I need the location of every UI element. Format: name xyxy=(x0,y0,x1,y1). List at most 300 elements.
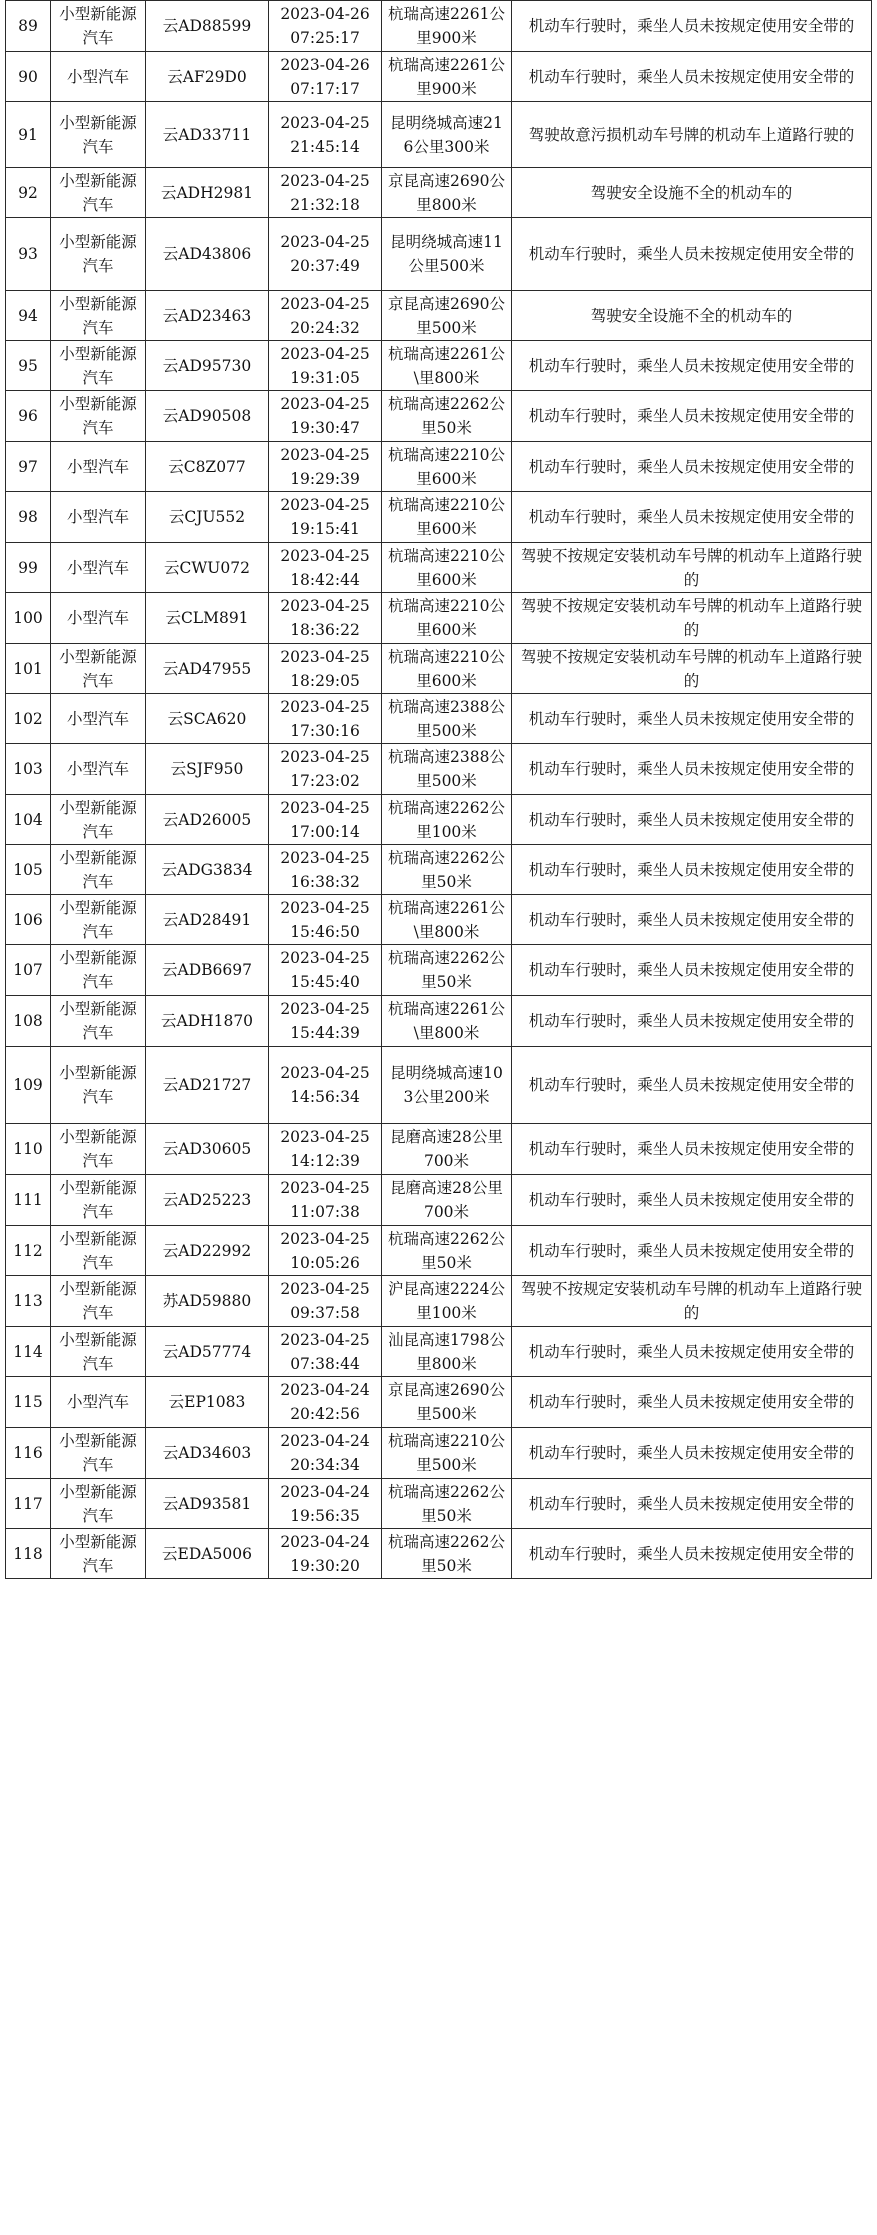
violation-time-cell xyxy=(269,845,382,895)
plate-number-text: 云CWU072 xyxy=(164,558,250,577)
row-number-cell xyxy=(6,694,51,744)
violation-time-text: 2023-04-25 14:12:39 xyxy=(280,1128,370,1170)
plate-number-cell xyxy=(146,1124,269,1175)
table-row xyxy=(6,102,872,168)
vehicle-type-text: 小型汽车 xyxy=(66,709,129,728)
plate-number-cell xyxy=(146,391,269,442)
row-number-text: 105 xyxy=(13,860,43,879)
violation-time-text: 2023-04-26 07:25:17 xyxy=(280,5,370,47)
violation-location-text: 京昆高速2690公里800米 xyxy=(388,171,505,214)
plate-number-cell xyxy=(146,1529,269,1579)
row-number-text: 115 xyxy=(13,1393,43,1411)
violation-description-cell xyxy=(512,543,872,593)
plate-number-cell xyxy=(146,744,269,795)
violation-time-cell xyxy=(269,593,382,644)
violation-location-cell xyxy=(382,895,512,945)
violation-time-text: 2023-04-25 14:56:34 xyxy=(280,1064,370,1106)
violation-time-text: 2023-04-25 19:30:47 xyxy=(280,395,370,437)
violation-location-text: 杭瑞高速2210公里600米 xyxy=(388,546,505,589)
vehicle-type-text: 小型新能源汽车 xyxy=(59,171,137,214)
plate-number-text: 云AD26005 xyxy=(162,810,252,829)
plate-number-text: 云AD23463 xyxy=(162,306,252,325)
row-number-text: 117 xyxy=(13,1494,43,1513)
violation-time-cell xyxy=(269,694,382,744)
plate-number-cell xyxy=(146,1047,269,1124)
violation-description-cell xyxy=(512,744,872,795)
violation-location-text: 杭瑞高速2262公里50米 xyxy=(388,1482,505,1525)
violation-location-text: 京昆高速2690公里500米 xyxy=(388,294,505,337)
plate-number-cell xyxy=(146,218,269,291)
vehicle-type-text: 小型新能源汽车 xyxy=(59,1179,137,1221)
violation-location-cell xyxy=(382,1047,512,1124)
plate-number-cell xyxy=(146,341,269,391)
plate-number-cell xyxy=(146,1377,269,1428)
violation-description-cell xyxy=(512,102,872,168)
table-row xyxy=(6,996,872,1047)
violation-description-text: 机动车行驶时，乘坐人员未按规定使用安全带的 xyxy=(528,1140,855,1158)
vehicle-type-cell xyxy=(51,1124,146,1175)
violation-description-text: 驾驶不按规定安装机动车号牌的机动车上道路行驶的 xyxy=(520,647,862,690)
violation-location-text: 昆明绕城高速11公里500米 xyxy=(390,233,503,275)
vehicle-type-cell xyxy=(51,1047,146,1124)
violation-description-cell xyxy=(512,52,872,102)
violation-time-cell xyxy=(269,218,382,291)
violation-time-cell xyxy=(269,1428,382,1479)
violation-description-cell xyxy=(512,1226,872,1276)
violation-description-text: 机动车行驶时，乘坐人员未按规定使用安全带的 xyxy=(528,1393,855,1411)
violation-time-cell xyxy=(269,1377,382,1428)
plate-number-cell xyxy=(146,543,269,593)
violation-description-text: 机动车行驶时，乘坐人员未按规定使用安全带的 xyxy=(528,407,855,425)
violation-location-text: 杭瑞高速2261公\里800米 xyxy=(388,898,505,941)
plate-number-text: 云SCA620 xyxy=(167,709,247,728)
table-row xyxy=(6,168,872,218)
violation-location-text: 杭瑞高速2261公\里800米 xyxy=(388,344,505,387)
plate-number-text: 云C8Z077 xyxy=(168,457,246,476)
vehicle-type-text: 小型新能源汽车 xyxy=(59,113,137,156)
violation-location-cell xyxy=(382,543,512,593)
violation-time-cell xyxy=(269,1276,382,1327)
row-number-cell xyxy=(6,543,51,593)
violation-location-cell xyxy=(382,1377,512,1428)
table-row xyxy=(6,1529,872,1579)
violation-description-text: 机动车行驶时，乘坐人员未按规定使用安全带的 xyxy=(528,17,855,35)
row-number-cell xyxy=(6,1226,51,1276)
violation-description-cell xyxy=(512,895,872,945)
row-number-text: 107 xyxy=(13,961,43,979)
violation-time-text: 2023-04-25 20:24:32 xyxy=(280,294,370,337)
violation-time-text: 2023-04-25 15:46:50 xyxy=(280,898,370,941)
violation-time-text: 2023-04-24 19:56:35 xyxy=(280,1482,370,1525)
vehicle-type-text: 小型新能源汽车 xyxy=(59,1064,137,1106)
row-number-cell xyxy=(6,1428,51,1479)
violation-time-text: 2023-04-24 20:42:56 xyxy=(280,1381,370,1423)
vehicle-type-text: 小型汽车 xyxy=(66,67,129,86)
row-number-cell xyxy=(6,1124,51,1175)
vehicle-type-cell xyxy=(51,694,146,744)
vehicle-type-cell xyxy=(51,996,146,1047)
table-row xyxy=(6,218,872,291)
violation-location-text: 杭瑞高速2261公里900米 xyxy=(388,55,505,98)
violation-description-text: 驾驶不按规定安装机动车号牌的机动车上道路行驶的 xyxy=(520,1280,862,1322)
table-row xyxy=(6,341,872,391)
violation-location-cell xyxy=(382,1529,512,1579)
row-number-cell xyxy=(6,341,51,391)
plate-number-cell xyxy=(146,442,269,492)
violation-description-cell xyxy=(512,1327,872,1377)
vehicle-type-cell xyxy=(51,1327,146,1377)
plate-number-cell xyxy=(146,1428,269,1479)
violation-location-text: 昆明绕城高速216公里300米 xyxy=(390,113,503,156)
vehicle-type-cell xyxy=(51,391,146,442)
violation-time-cell xyxy=(269,291,382,341)
violation-time-text: 2023-04-25 17:30:16 xyxy=(280,697,370,740)
violation-description-cell xyxy=(512,1,872,52)
violation-time-text: 2023-04-25 09:37:58 xyxy=(280,1280,370,1322)
row-number-text: 95 xyxy=(18,356,38,375)
violation-location-text: 杭瑞高速2262公里50米 xyxy=(388,848,505,891)
plate-number-cell xyxy=(146,795,269,845)
plate-number-text: 云AD33711 xyxy=(162,125,252,144)
table-row xyxy=(6,1377,872,1428)
vehicle-type-cell xyxy=(51,291,146,341)
plate-number-text: 云AD30605 xyxy=(162,1140,252,1158)
violation-description-cell xyxy=(512,391,872,442)
table-row xyxy=(6,1124,872,1175)
vehicle-type-cell xyxy=(51,341,146,391)
violation-description-cell xyxy=(512,996,872,1047)
violation-description-text: 机动车行驶时，乘坐人员未按规定使用安全带的 xyxy=(528,508,855,526)
violation-time-text: 2023-04-25 18:42:44 xyxy=(280,546,370,589)
violation-time-text: 2023-04-25 16:38:32 xyxy=(280,848,370,891)
violation-description-cell xyxy=(512,1377,872,1428)
violation-time-cell xyxy=(269,492,382,543)
row-number-cell xyxy=(6,1175,51,1226)
violation-time-cell xyxy=(269,744,382,795)
violation-location-cell xyxy=(382,218,512,291)
violation-time-text: 2023-04-25 10:05:26 xyxy=(280,1229,370,1272)
row-number-text: 118 xyxy=(13,1544,43,1563)
table-row xyxy=(6,492,872,543)
violation-description-text: 机动车行驶时，乘坐人员未按规定使用安全带的 xyxy=(528,961,855,979)
violation-time-text: 2023-04-25 19:31:05 xyxy=(280,344,370,387)
row-number-text: 90 xyxy=(18,67,38,86)
violation-location-cell xyxy=(382,1226,512,1276)
plate-number-cell xyxy=(146,1276,269,1327)
table-row xyxy=(6,694,872,744)
violation-description-text: 机动车行驶时，乘坐人员未按规定使用安全带的 xyxy=(528,1494,855,1513)
violation-time-cell xyxy=(269,1327,382,1377)
violation-time-text: 2023-04-25 18:29:05 xyxy=(280,647,370,690)
violation-description-text: 机动车行驶时，乘坐人员未按规定使用安全带的 xyxy=(528,457,855,476)
row-number-text: 101 xyxy=(13,659,43,678)
violation-description-text: 驾驶不按规定安装机动车号牌的机动车上道路行驶的 xyxy=(520,546,862,589)
violation-location-cell xyxy=(382,945,512,996)
violation-description-cell xyxy=(512,945,872,996)
violation-time-cell xyxy=(269,1175,382,1226)
violation-location-text: 杭瑞高速2262公里50米 xyxy=(388,1532,505,1575)
violation-location-cell xyxy=(382,593,512,644)
violation-location-cell xyxy=(382,291,512,341)
row-number-cell xyxy=(6,795,51,845)
violation-description-cell xyxy=(512,341,872,391)
violation-description-cell xyxy=(512,1124,872,1175)
vehicle-type-cell xyxy=(51,543,146,593)
vehicle-type-cell xyxy=(51,102,146,168)
violation-location-cell xyxy=(382,52,512,102)
vehicle-type-cell xyxy=(51,1276,146,1327)
row-number-text: 106 xyxy=(13,910,43,929)
violation-description-text: 驾驶不按规定安装机动车号牌的机动车上道路行驶的 xyxy=(520,597,862,639)
violation-location-text: 杭瑞高速2262公里50米 xyxy=(388,949,505,991)
violation-description-cell xyxy=(512,1529,872,1579)
vehicle-type-text: 小型新能源汽车 xyxy=(59,1432,137,1474)
row-number-cell xyxy=(6,644,51,694)
row-number-text: 108 xyxy=(13,1012,43,1030)
violation-description-text: 机动车行驶时，乘坐人员未按规定使用安全带的 xyxy=(528,1444,855,1462)
row-number-text: 104 xyxy=(13,810,43,829)
row-number-text: 100 xyxy=(13,609,43,627)
plate-number-text: 云EDA5006 xyxy=(162,1544,252,1563)
row-number-cell xyxy=(6,291,51,341)
plate-number-cell xyxy=(146,168,269,218)
table-row xyxy=(6,1428,872,1479)
table-row xyxy=(6,593,872,644)
table-row xyxy=(6,895,872,945)
vehicle-type-cell xyxy=(51,1529,146,1579)
violation-location-cell xyxy=(382,1428,512,1479)
table-row xyxy=(6,795,872,845)
vehicle-type-cell xyxy=(51,1226,146,1276)
violation-location-text: 杭瑞高速2210公里600米 xyxy=(388,597,505,639)
table-row xyxy=(6,945,872,996)
violation-time-cell xyxy=(269,895,382,945)
plate-number-cell xyxy=(146,492,269,543)
violation-location-text: 汕昆高速1798公里800米 xyxy=(388,1330,505,1373)
row-number-cell xyxy=(6,945,51,996)
violation-time-text: 2023-04-25 11:07:38 xyxy=(280,1179,370,1221)
violation-description-cell xyxy=(512,1479,872,1529)
violation-location-cell xyxy=(382,744,512,795)
plate-number-text: 云AD34603 xyxy=(162,1444,252,1462)
vehicle-type-cell xyxy=(51,1,146,52)
table-row xyxy=(6,1226,872,1276)
violation-time-cell xyxy=(269,341,382,391)
violation-location-cell xyxy=(382,391,512,442)
row-number-text: 91 xyxy=(18,125,38,144)
row-number-cell xyxy=(6,102,51,168)
violation-location-text: 杭瑞高速2210公里600米 xyxy=(388,647,505,690)
row-number-cell xyxy=(6,1,51,52)
violation-description-cell xyxy=(512,442,872,492)
violation-description-cell xyxy=(512,593,872,644)
vehicle-type-text: 小型汽车 xyxy=(66,558,129,577)
table-row xyxy=(6,442,872,492)
row-number-text: 116 xyxy=(13,1444,43,1462)
violation-location-cell xyxy=(382,1479,512,1529)
vehicle-type-cell xyxy=(51,744,146,795)
row-number-cell xyxy=(6,895,51,945)
row-number-text: 102 xyxy=(13,709,43,728)
vehicle-type-text: 小型新能源汽车 xyxy=(59,395,137,437)
violation-description-cell xyxy=(512,1047,872,1124)
row-number-cell xyxy=(6,1047,51,1124)
violation-location-text: 杭瑞高速2210公里600米 xyxy=(388,496,505,538)
violation-time-text: 2023-04-25 17:23:02 xyxy=(280,748,370,790)
vehicle-type-text: 小型新能源汽车 xyxy=(59,344,137,387)
vehicle-type-text: 小型汽车 xyxy=(66,609,129,627)
violation-time-cell xyxy=(269,442,382,492)
vehicle-type-text: 小型新能源汽车 xyxy=(59,1330,137,1373)
plate-number-cell xyxy=(146,644,269,694)
plate-number-text: 云AD22992 xyxy=(162,1241,252,1260)
violation-records-table xyxy=(5,0,872,1579)
row-number-text: 109 xyxy=(13,1076,43,1094)
vehicle-type-text: 小型新能源汽车 xyxy=(59,848,137,891)
violation-location-text: 杭瑞高速2388公里500米 xyxy=(388,697,505,740)
violation-time-text: 2023-04-25 07:38:44 xyxy=(280,1330,370,1373)
row-number-text: 98 xyxy=(18,508,38,526)
table-row xyxy=(6,391,872,442)
vehicle-type-text: 小型新能源汽车 xyxy=(59,647,137,690)
row-number-cell xyxy=(6,391,51,442)
violation-description-text: 机动车行驶时，乘坐人员未按规定使用安全带的 xyxy=(528,810,855,829)
row-number-cell xyxy=(6,52,51,102)
violation-description-cell xyxy=(512,168,872,218)
row-number-cell xyxy=(6,845,51,895)
plate-number-cell xyxy=(146,845,269,895)
violation-time-text: 2023-04-25 15:44:39 xyxy=(280,1000,370,1042)
violation-time-cell xyxy=(269,996,382,1047)
plate-number-text: 云ADH1870 xyxy=(160,1012,254,1030)
vehicle-type-cell xyxy=(51,1479,146,1529)
plate-number-text: 云AD57774 xyxy=(162,1342,252,1361)
violation-time-cell xyxy=(269,1124,382,1175)
violation-time-cell xyxy=(269,644,382,694)
violation-time-text: 2023-04-25 21:45:14 xyxy=(280,113,370,156)
violation-description-text: 机动车行驶时，乘坐人员未按规定使用安全带的 xyxy=(528,760,855,778)
vehicle-type-text: 小型新能源汽车 xyxy=(59,1229,137,1272)
violation-location-cell xyxy=(382,1276,512,1327)
vehicle-type-text: 小型新能源汽车 xyxy=(59,949,137,991)
violation-time-cell xyxy=(269,102,382,168)
plate-number-text: 云SJF950 xyxy=(170,760,244,778)
table-row xyxy=(6,543,872,593)
vehicle-type-text: 小型汽车 xyxy=(66,760,129,778)
plate-number-cell xyxy=(146,291,269,341)
row-number-cell xyxy=(6,593,51,644)
violation-time-cell xyxy=(269,168,382,218)
violation-time-cell xyxy=(269,391,382,442)
row-number-text: 114 xyxy=(13,1342,43,1361)
vehicle-type-text: 小型新能源汽车 xyxy=(59,294,137,337)
violation-location-text: 杭瑞高速2210公里500米 xyxy=(388,1432,505,1474)
violation-location-text: 沪昆高速2224公里100米 xyxy=(388,1280,505,1322)
violation-description-text: 机动车行驶时，乘坐人员未按规定使用安全带的 xyxy=(528,1191,855,1209)
violation-time-cell xyxy=(269,1479,382,1529)
violation-description-cell xyxy=(512,291,872,341)
vehicle-type-text: 小型新能源汽车 xyxy=(59,5,137,47)
vehicle-type-text: 小型汽车 xyxy=(66,1393,129,1411)
plate-number-cell xyxy=(146,996,269,1047)
violation-time-text: 2023-04-24 20:34:34 xyxy=(280,1432,370,1474)
violation-time-text: 2023-04-25 21:32:18 xyxy=(280,171,370,214)
violation-description-text: 机动车行驶时，乘坐人员未按规定使用安全带的 xyxy=(528,1241,855,1260)
plate-number-cell xyxy=(146,1175,269,1226)
vehicle-type-cell xyxy=(51,945,146,996)
violation-location-cell xyxy=(382,1124,512,1175)
plate-number-text: 云AD88599 xyxy=(162,17,252,35)
row-number-cell xyxy=(6,218,51,291)
plate-number-text: 云CJU552 xyxy=(168,508,246,526)
plate-number-cell xyxy=(146,593,269,644)
vehicle-type-cell xyxy=(51,593,146,644)
violation-location-cell xyxy=(382,644,512,694)
plate-number-text: 云AD21727 xyxy=(162,1076,252,1094)
row-number-text: 93 xyxy=(18,245,38,263)
violation-time-cell xyxy=(269,1047,382,1124)
violation-description-cell xyxy=(512,1175,872,1226)
violation-description-text: 机动车行驶时，乘坐人员未按规定使用安全带的 xyxy=(528,1342,855,1361)
row-number-text: 110 xyxy=(13,1140,43,1158)
plate-number-cell xyxy=(146,1327,269,1377)
plate-number-text: 云AD90508 xyxy=(162,407,252,425)
vehicle-type-cell xyxy=(51,1428,146,1479)
violation-description-text: 驾驶安全设施不全的机动车的 xyxy=(590,306,793,325)
vehicle-type-cell xyxy=(51,492,146,543)
vehicle-type-text: 小型新能源汽车 xyxy=(59,233,137,275)
table-row xyxy=(6,1327,872,1377)
violation-description-cell xyxy=(512,694,872,744)
vehicle-type-cell xyxy=(51,795,146,845)
plate-number-cell xyxy=(146,102,269,168)
vehicle-type-cell xyxy=(51,644,146,694)
row-number-cell xyxy=(6,168,51,218)
row-number-text: 103 xyxy=(13,760,43,778)
violation-description-cell xyxy=(512,795,872,845)
violation-description-text: 驾驶故意污损机动车号牌的机动车上道路行驶的 xyxy=(528,125,855,144)
row-number-text: 111 xyxy=(13,1191,43,1209)
violation-time-text: 2023-04-24 19:30:20 xyxy=(280,1532,370,1575)
violation-location-cell xyxy=(382,845,512,895)
violation-location-text: 杭瑞高速2261公里900米 xyxy=(388,5,505,47)
plate-number-text: 云ADH2981 xyxy=(160,183,254,202)
plate-number-text: 云ADG3834 xyxy=(161,860,253,879)
vehicle-type-text: 小型新能源汽车 xyxy=(59,1532,137,1575)
plate-number-text: 苏AD59880 xyxy=(162,1292,252,1310)
violation-description-text: 机动车行驶时，乘坐人员未按规定使用安全带的 xyxy=(528,245,855,263)
violation-location-cell xyxy=(382,442,512,492)
violation-description-cell xyxy=(512,492,872,543)
table-row xyxy=(6,845,872,895)
violation-description-text: 机动车行驶时，乘坐人员未按规定使用安全带的 xyxy=(528,709,855,728)
table-row xyxy=(6,1175,872,1226)
vehicle-type-text: 小型新能源汽车 xyxy=(59,1280,137,1322)
violation-location-text: 昆磨高速28公里700米 xyxy=(390,1179,503,1221)
violation-description-cell xyxy=(512,845,872,895)
violation-location-text: 杭瑞高速2262公里50米 xyxy=(388,395,505,437)
row-number-text: 89 xyxy=(18,17,38,35)
row-number-cell xyxy=(6,1327,51,1377)
violation-location-text: 杭瑞高速2262公里50米 xyxy=(388,1229,505,1272)
table-row xyxy=(6,644,872,694)
violation-time-cell xyxy=(269,52,382,102)
plate-number-text: 云AD47955 xyxy=(162,659,252,678)
violation-description-text: 驾驶安全设施不全的机动车的 xyxy=(590,183,793,202)
vehicle-type-cell xyxy=(51,1175,146,1226)
row-number-text: 113 xyxy=(13,1292,43,1310)
violation-location-cell xyxy=(382,1175,512,1226)
